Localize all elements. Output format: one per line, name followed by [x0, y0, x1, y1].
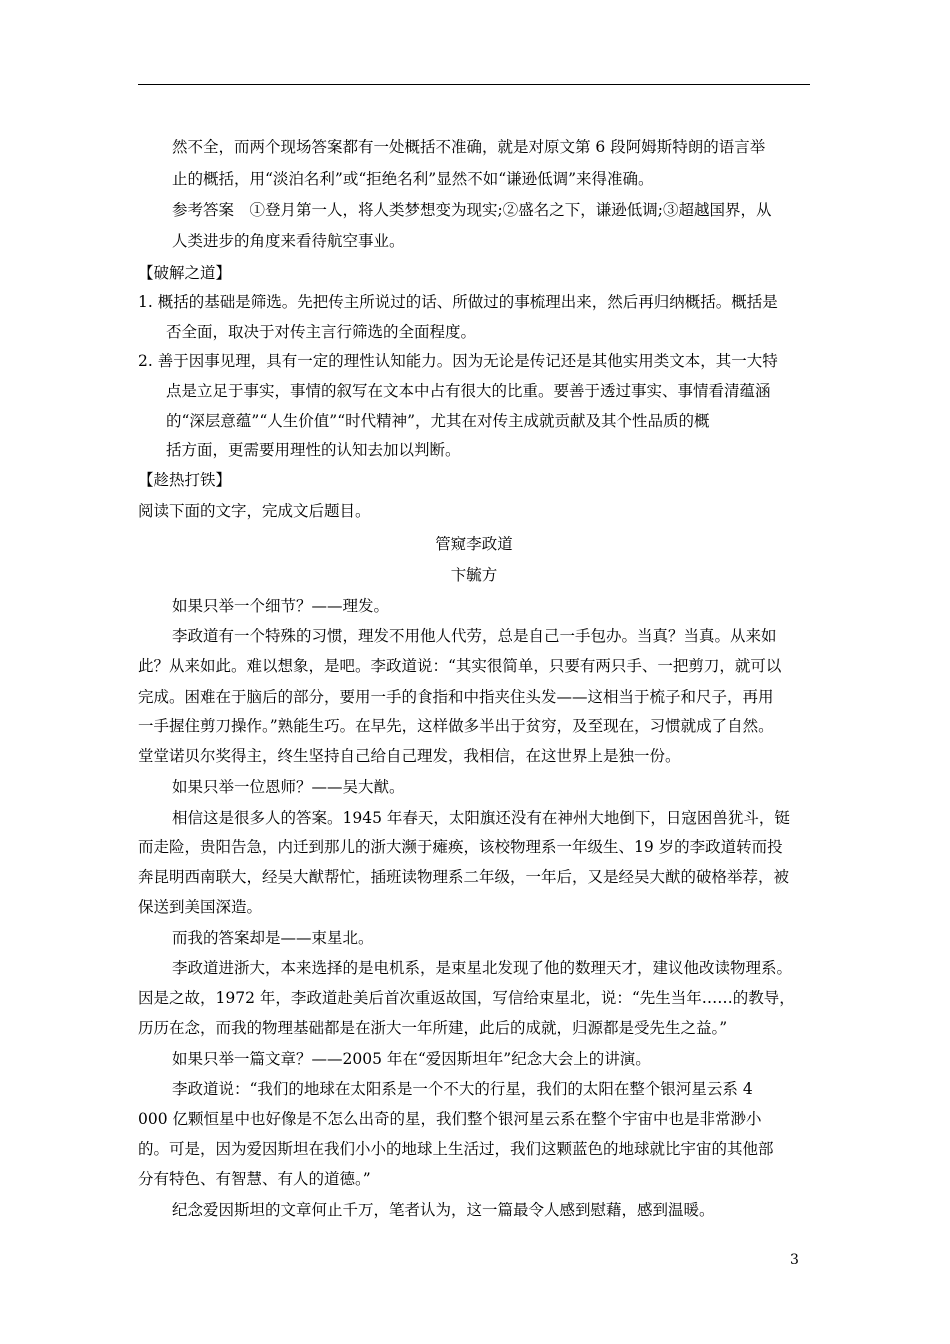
text-line: 参考答案 ①登月第一人，将人类梦想变为现实;②盛名之下，谦逊低调;③超越国界，从	[172, 201, 772, 219]
text-line: 如果只举一位恩师？——吴大猷。	[172, 778, 405, 796]
text-line: 的。可是，因为爱因斯坦在我们小小的地球上生活过，我们这颗蓝色的地球就比宇宙的其他部	[138, 1140, 774, 1158]
text-line: 止的概括，用“淡泊名利”或“拒绝名利”显然不如“谦逊低调”来得准确。	[172, 170, 654, 188]
text-line: 人类进步的角度来看待航空事业。	[172, 232, 405, 250]
text-line: 一手握住剪刀操作。”熟能生巧。在早先，这样做多半出于贫穷，及至现在，习惯就成了自然。	[138, 717, 774, 735]
page-number: 3	[790, 1252, 799, 1268]
text-line: 如果只举一个细节？——理发。	[172, 597, 390, 615]
section-heading: 【破解之道】	[138, 264, 232, 282]
text-line: 分有特色、有智慧、有人的道德。”	[138, 1170, 371, 1188]
text-line: 此？从来如此。难以想象，是吧。李政道说：“其实很简单，只要有两只手、一把剪刀，就可以	[138, 657, 782, 675]
header-rule	[138, 84, 810, 85]
text-line: 纪念爱因斯坦的文章何止千万，笔者认为，这一篇最令人感到慰藉，感到温暖。	[172, 1201, 715, 1219]
text-line: 堂堂诺贝尔奖得主，终生坚持自己给自己理发，我相信，在这世界上是独一份。	[138, 747, 681, 765]
text-line: 相信这是很多人的答案。1945 年春天，太阳旗还没有在神州大地倒下，日寇困兽犹斗，铤	[172, 809, 790, 827]
text-line: 000 亿颗恒星中也好像是不怎么出奇的星，我们整个银河星云系在整个宇宙中也是非常渺小	[138, 1110, 762, 1128]
text-line: 而我的答案却是——束星北。	[172, 929, 374, 947]
section-heading: 【趁热打铁】	[138, 471, 232, 489]
text-line: 保送到美国深造。	[138, 898, 263, 916]
text-line: 阅读下面的文字，完成文后题目。	[138, 502, 371, 520]
text-line: 的“深层意蕴”“人生价值”“时代精神”，尤其在对传主成就贡献及其个性品质的概	[166, 412, 710, 430]
text-line: 然不全，而两个现场答案都有一处概括不准确，就是对原文第 6 段阿姆斯特朗的语言举	[172, 138, 766, 156]
article-title: 管窥李政道	[435, 535, 513, 553]
text-line: 李政道说：“我们的地球在太阳系是一个不大的行星，我们的太阳在整个银河星云系 4	[172, 1080, 753, 1098]
text-line: 如果只举一篇文章？——2005 年在“爱因斯坦年”纪念大会上的讲演。	[172, 1050, 651, 1068]
text-line: 因是之故，1972 年，李政道赴美后首次重返故国，写信给束星北，说：“先生当年……的教导，	[138, 989, 795, 1007]
text-line: 完成。困难在于脑后的部分，要用一手的食指和中指夹住头发——这相当于梳子和尺子，再用	[138, 688, 774, 706]
text-line: 历历在念，而我的物理基础都是在浙大一年所建，此后的成就，归源都是受先生之益。”	[138, 1019, 728, 1037]
text-line: 2. 善于因事见理，具有一定的理性认知能力。因为无论是传记还是其他实用类文本，其一大特	[138, 352, 778, 370]
text-line: 奔昆明西南联大，经吴大猷帮忙，插班读物理系二年级，一年后，又是经吴大猷的破格举荐，被	[138, 868, 790, 886]
text-line: 1. 概括的基础是筛选。先把传主所说过的话、所做过的事梳理出来，然后再归纳概括。概括是	[138, 293, 778, 311]
text-line: 点是立足于事实，事情的叙写在文本中占有很大的比重。要善于透过事实、事情看清蕴涵	[166, 382, 771, 400]
text-line: 否全面，取决于对传主言行筛选的全面程度。	[166, 323, 477, 341]
text-line: 括方面，更需要用理性的认知去加以判断。	[166, 441, 461, 459]
text-line: 李政道有一个特殊的习惯，理发不用他人代劳，总是自己一手包办。当真？当真。从来如	[172, 627, 777, 645]
text-line: 李政道进浙大，本来选择的是电机系，是束星北发现了他的数理天才，建议他改读物理系。	[172, 959, 793, 977]
article-author: 卞毓方	[450, 566, 498, 584]
text-line: 而走险，贵阳告急，内迁到那儿的浙大濒于瘫痪，该校物理系一年级生、19 岁的李政道转而投	[138, 838, 783, 856]
